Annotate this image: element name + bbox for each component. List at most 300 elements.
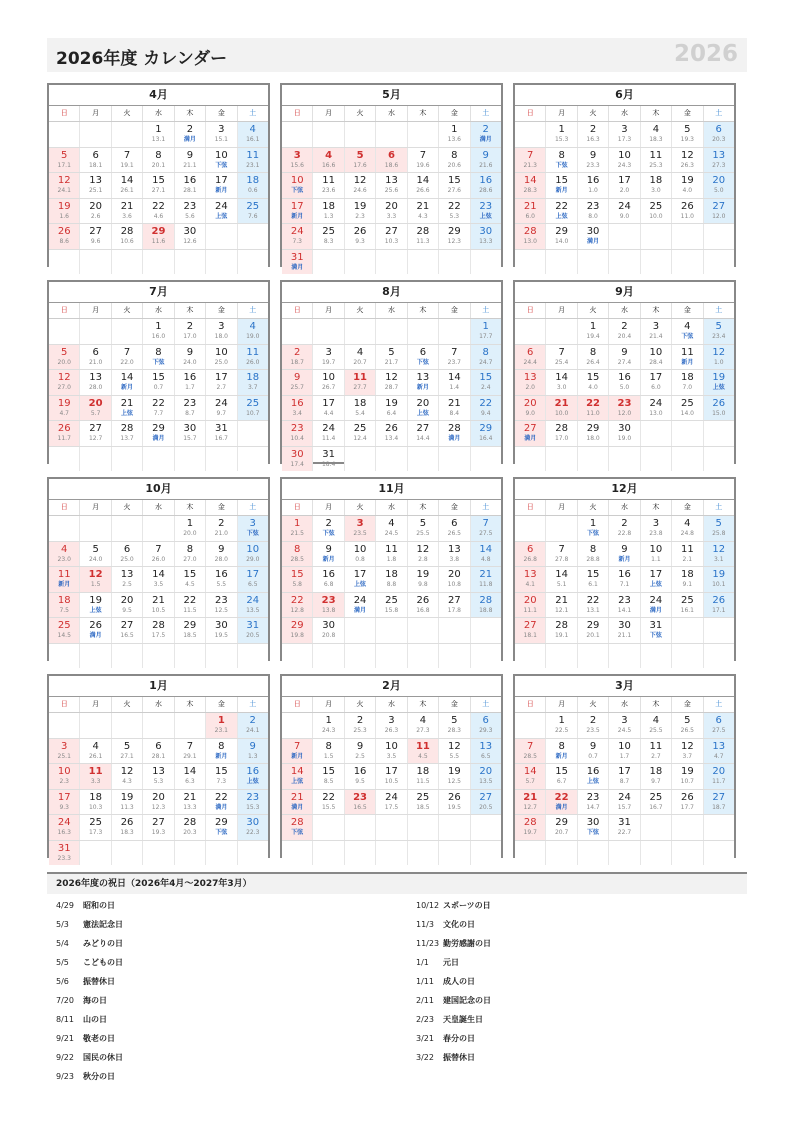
day-number: 27 [479, 791, 493, 803]
day-number: 9 [218, 543, 225, 555]
day-cell [238, 396, 268, 421]
day-number: 23 [586, 791, 600, 803]
day-number: 20 [89, 200, 102, 212]
moon-age: 17.3 [88, 829, 103, 836]
day-number: 6 [451, 518, 458, 529]
moon-age: 0.7 [153, 384, 164, 391]
moon-age: 0.8 [355, 555, 365, 563]
day-cell [515, 319, 546, 344]
day-cell [112, 224, 143, 249]
moon-age: 10.4 [290, 435, 304, 442]
day-cell [238, 173, 268, 198]
day-number: 21 [120, 200, 134, 212]
day-number: 16 [183, 175, 197, 186]
moon-age: 2.7 [216, 384, 227, 391]
week-row [515, 815, 734, 841]
day-cell [546, 345, 577, 370]
day-cell [641, 173, 672, 198]
day-cell [376, 542, 407, 567]
day-number: 1 [451, 124, 458, 135]
day-cell [206, 713, 237, 738]
week-row [515, 421, 734, 447]
day-cell [80, 224, 111, 249]
day-number: 16 [586, 175, 600, 186]
weekday-header [49, 500, 268, 516]
day-cell [471, 396, 501, 421]
moon-age: 3.3 [90, 778, 101, 785]
moon-age: 22.5 [554, 727, 569, 734]
moon-age: 18.3 [649, 136, 663, 143]
weekday-label: 木 [641, 106, 672, 121]
day-number: 7 [451, 346, 458, 358]
weekday-label: 日 [515, 500, 546, 515]
weekday-label: 日 [49, 106, 80, 121]
day-number: 29 [214, 817, 228, 828]
day-number: 26 [57, 423, 71, 434]
holiday-item [56, 915, 386, 934]
day-number: 12 [57, 372, 71, 383]
day-cell [206, 224, 237, 249]
month-title: 3月 [515, 676, 734, 697]
moon-age: 27.5 [712, 727, 726, 734]
day-cell [408, 148, 439, 173]
day-cell [439, 516, 470, 541]
day-cell [704, 542, 734, 567]
day-cell [408, 447, 439, 472]
moon-age: 18.1 [523, 632, 537, 639]
day-cell [672, 542, 703, 567]
day-number: 10 [385, 740, 398, 752]
day-cell [49, 764, 80, 789]
moon-phase-label: 新月 [215, 187, 228, 194]
month-title: 12月 [515, 479, 734, 500]
moon-age: 16.1 [246, 136, 260, 143]
moon-age: 2.0 [525, 384, 535, 391]
holiday-date: 4/29 [56, 901, 74, 910]
moon-age: 5.5 [216, 581, 227, 588]
day-cell [313, 370, 344, 395]
day-cell [515, 764, 546, 789]
weekday-label: 月 [546, 303, 577, 318]
holiday-date: 2/11 [416, 996, 434, 1005]
moon-phase-label: 新月 [416, 384, 429, 391]
moon-age: 13.8 [321, 606, 336, 614]
day-number: 31 [618, 817, 631, 828]
moon-age: 5.5 [449, 752, 460, 760]
moon-age: 1.1 [651, 555, 661, 563]
day-cell [112, 173, 143, 198]
day-cell [376, 148, 407, 173]
moon-age: 18.5 [416, 803, 430, 811]
moon-age: 6.3 [185, 778, 195, 785]
day-cell [609, 764, 640, 789]
moon-phase-label: 上弦 [354, 581, 367, 588]
day-cell [546, 250, 577, 275]
day-cell [143, 516, 174, 541]
day-cell [143, 567, 174, 592]
day-cell [672, 739, 703, 764]
day-number: 11 [415, 740, 430, 752]
week-row [515, 593, 734, 619]
day-number: 31 [322, 448, 335, 460]
moon-age: 21.0 [214, 530, 228, 537]
day-number: 13 [89, 372, 102, 383]
day-cell [609, 447, 640, 472]
day-cell [282, 764, 313, 789]
moon-age: 13.5 [246, 606, 260, 614]
moon-age: 8.8 [386, 581, 397, 588]
moon-age: 3.0 [651, 187, 661, 194]
day-number: 10 [649, 543, 663, 555]
moon-age: 16.7 [649, 803, 663, 811]
day-cell [376, 739, 407, 764]
week-row [282, 644, 501, 669]
day-number: 1 [217, 715, 225, 726]
moon-age: 19.0 [617, 435, 632, 442]
day-cell [238, 370, 268, 395]
day-cell [313, 542, 344, 567]
day-number: 5 [61, 149, 68, 161]
week-row [515, 739, 734, 765]
day-number: 24 [322, 423, 335, 434]
day-number: 5 [356, 149, 364, 161]
day-number: 30 [618, 620, 631, 631]
day-cell [143, 618, 174, 643]
moon-age: 3.5 [153, 581, 164, 588]
day-cell [515, 173, 546, 198]
day-cell [143, 739, 174, 764]
moon-age: 12.7 [523, 803, 537, 811]
week-row [282, 224, 501, 250]
day-number: 18 [680, 372, 694, 383]
day-cell [515, 790, 546, 815]
day-cell [578, 345, 609, 370]
day-number: 29 [479, 423, 493, 434]
moon-age: 12.3 [151, 803, 166, 811]
day-cell [546, 542, 577, 567]
week-row [49, 516, 268, 542]
day-number: 11 [57, 569, 71, 580]
week-row [49, 618, 268, 644]
weekday-label: 水 [376, 500, 407, 515]
moon-age: 9.8 [418, 581, 428, 588]
day-cell [672, 713, 703, 738]
day-number: 20 [416, 397, 430, 409]
day-cell [206, 122, 237, 147]
moon-age: 25.3 [353, 727, 367, 734]
day-cell [515, 542, 546, 567]
day-number: 13 [523, 372, 537, 383]
day-number: 24 [618, 200, 631, 212]
moon-phase-label: 上弦 [291, 778, 304, 785]
day-number: 26 [89, 620, 102, 631]
day-number: 10 [618, 149, 631, 161]
moon-age: 13.4 [384, 435, 399, 442]
holiday-name: 振替休日 [83, 977, 115, 986]
day-cell [546, 199, 577, 224]
day-number: 8 [589, 346, 597, 358]
moon-age: 8.7 [185, 409, 195, 417]
day-cell [143, 122, 174, 147]
moon-age: 12.7 [88, 435, 103, 442]
day-cell [175, 224, 206, 249]
moon-phase-label: 下弦 [555, 161, 568, 169]
day-number: 19 [89, 594, 102, 606]
day-number: 2 [325, 518, 332, 529]
weekday-label: 金 [206, 500, 237, 515]
day-number: 30 [479, 226, 493, 237]
day-cell [206, 841, 237, 866]
day-number: 27 [523, 620, 537, 631]
month-title: 1月 [49, 676, 268, 697]
moon-age: 18.7 [290, 358, 304, 366]
moon-age: 13.0 [649, 409, 663, 417]
moon-age: 28.7 [384, 384, 399, 391]
day-number: 4 [652, 124, 660, 135]
day-number: 19 [416, 569, 430, 580]
day-cell [578, 542, 609, 567]
moon-age: 19.8 [290, 632, 304, 639]
week-row [49, 713, 268, 739]
moon-age: 23.0 [57, 555, 71, 563]
week-row [282, 148, 501, 174]
weekday-label: 土 [715, 109, 723, 117]
week-row [282, 815, 501, 841]
week-row [282, 173, 501, 199]
day-cell [175, 644, 206, 669]
holiday-date: 7/20 [56, 996, 74, 1005]
moon-age: 10.0 [649, 212, 663, 220]
day-number: 19 [712, 372, 726, 383]
day-cell [609, 841, 640, 866]
day-cell [49, 593, 80, 618]
day-cell [112, 122, 143, 147]
moon-age: 22.0 [120, 358, 134, 366]
day-cell [704, 593, 734, 618]
day-cell [376, 173, 407, 198]
moon-age: 20.7 [353, 358, 367, 366]
day-cell [313, 618, 344, 643]
day-cell [408, 739, 439, 764]
day-cell [408, 841, 439, 866]
day-cell [704, 370, 734, 395]
day-cell [282, 224, 313, 249]
weekday-label: 金 [206, 697, 237, 712]
day-cell [578, 516, 609, 541]
day-cell [112, 815, 143, 840]
day-number: 11 [322, 175, 335, 186]
day-number: 25 [680, 594, 694, 606]
day-number: 19 [447, 766, 461, 777]
moon-age: 5.3 [153, 778, 164, 785]
weekday-header [515, 303, 734, 319]
day-number: 26 [680, 791, 694, 803]
moon-age: 3.4 [292, 409, 302, 417]
holiday-date: 9/22 [56, 1053, 74, 1062]
day-number: 23 [586, 200, 600, 212]
week-row [282, 841, 501, 866]
day-number: 4 [325, 149, 333, 161]
day-number: 31 [214, 423, 228, 434]
day-number: 27 [712, 200, 726, 212]
day-cell [313, 790, 344, 815]
week-row [515, 790, 734, 816]
day-cell [49, 618, 80, 643]
moon-age: 24.6 [353, 187, 367, 194]
day-number: 20 [479, 766, 493, 777]
moon-age: 27.4 [617, 358, 632, 366]
week-row [515, 250, 734, 275]
moon-phase-label: 満月 [448, 435, 461, 442]
moon-age: 28.1 [151, 752, 166, 760]
moon-age: 20.4 [617, 333, 632, 340]
week-row [282, 593, 501, 619]
moon-phase-label: 満月 [89, 632, 102, 639]
day-cell [345, 542, 376, 567]
day-cell [175, 841, 206, 866]
day-number: 17 [322, 397, 335, 409]
day-number: 14 [290, 766, 304, 777]
day-cell [672, 148, 703, 173]
weekday-label: 土 [715, 700, 723, 708]
moon-age: 24.7 [479, 358, 493, 366]
moon-phase-label: 新月 [322, 555, 335, 563]
day-number: 7 [527, 740, 534, 752]
moon-age: 12.5 [447, 778, 461, 785]
day-cell [471, 148, 501, 173]
day-number: 19 [680, 766, 694, 777]
week-row [515, 173, 734, 199]
day-cell [641, 122, 672, 147]
day-cell [641, 542, 672, 567]
day-number: 5 [419, 518, 427, 529]
day-cell [345, 319, 376, 344]
day-number: 13 [89, 175, 102, 186]
day-cell [345, 739, 376, 764]
moon-age: 13.3 [479, 238, 493, 245]
day-number: 29 [555, 817, 568, 828]
day-number: 24 [290, 226, 304, 237]
day-cell [175, 250, 206, 275]
weekday-label: 月 [313, 500, 344, 515]
day-cell [408, 173, 439, 198]
day-number: 10 [353, 543, 367, 555]
day-cell [313, 319, 344, 344]
day-cell [578, 447, 609, 472]
day-number: 10 [214, 346, 228, 358]
moon-age: 4.5 [185, 581, 195, 588]
day-number: 8 [451, 149, 458, 161]
day-number: 8 [325, 740, 332, 752]
moon-age: 13.3 [183, 803, 197, 811]
day-number: 5 [92, 543, 99, 555]
moon-age: 19.7 [523, 829, 537, 836]
day-number: 13 [416, 372, 430, 383]
moon-age: 15.7 [617, 803, 632, 811]
moon-age: 26.5 [447, 530, 461, 537]
day-cell [609, 618, 640, 643]
moon-age: 16.8 [416, 606, 430, 614]
day-number: 22 [183, 594, 197, 606]
day-number: 23 [321, 594, 336, 606]
day-cell [609, 516, 640, 541]
day-number: 28 [416, 226, 430, 237]
moon-age: 15.1 [214, 136, 228, 143]
day-cell [578, 122, 609, 147]
moon-age: 10.6 [120, 238, 134, 245]
day-number: 22 [555, 200, 568, 212]
day-cell [175, 396, 206, 421]
day-cell [546, 224, 577, 249]
day-number: 1 [186, 518, 194, 529]
moon-age: 19.1 [120, 161, 134, 169]
day-number: 8 [155, 149, 162, 161]
moon-age: 16.3 [586, 136, 600, 143]
day-cell [175, 790, 206, 815]
day-number: 6 [387, 149, 395, 161]
day-number: 19 [353, 200, 367, 212]
day-number: 27 [416, 423, 430, 434]
moon-age: 20.1 [151, 161, 166, 169]
week-row [282, 370, 501, 396]
day-cell [345, 790, 376, 815]
day-number: 2 [186, 124, 194, 135]
holiday-name: 振替休日 [443, 1053, 475, 1062]
day-cell [80, 542, 111, 567]
day-cell [672, 199, 703, 224]
day-number: 19 [57, 397, 71, 409]
day-cell [408, 567, 439, 592]
day-cell [345, 148, 376, 173]
holiday-item [416, 934, 746, 953]
day-cell [672, 224, 703, 249]
weekday-label: 水 [609, 106, 640, 121]
day-cell [238, 122, 268, 147]
moon-age: 17.1 [712, 606, 726, 614]
week-row [515, 224, 734, 250]
day-number: 8 [482, 346, 489, 358]
day-cell [641, 593, 672, 618]
day-cell [578, 841, 609, 866]
day-cell [704, 224, 734, 249]
day-number: 13 [479, 740, 493, 752]
day-number: 25 [57, 620, 71, 631]
day-cell [672, 319, 703, 344]
weekday-header [515, 500, 734, 516]
weekday-label: 水 [376, 697, 407, 712]
day-cell [609, 199, 640, 224]
day-cell [238, 447, 268, 472]
day-cell [238, 841, 268, 866]
weekday-label: 金 [672, 697, 703, 712]
week-row [515, 644, 734, 669]
day-number: 15 [152, 372, 165, 383]
moon-age: 24.4 [523, 358, 537, 366]
day-cell [578, 618, 609, 643]
moon-age: 9.3 [355, 238, 365, 245]
day-number: 14 [416, 175, 430, 186]
day-number: 16 [586, 766, 600, 777]
moon-age: 1.0 [713, 358, 724, 366]
moon-phase-label: 下弦 [215, 161, 228, 169]
day-cell [49, 345, 80, 370]
day-cell [143, 345, 174, 370]
moon-age: 17.5 [384, 803, 399, 811]
moon-age: 1.3 [323, 212, 334, 220]
day-number: 4 [419, 715, 427, 726]
moon-age: 14.0 [680, 409, 694, 417]
day-cell [515, 421, 546, 446]
